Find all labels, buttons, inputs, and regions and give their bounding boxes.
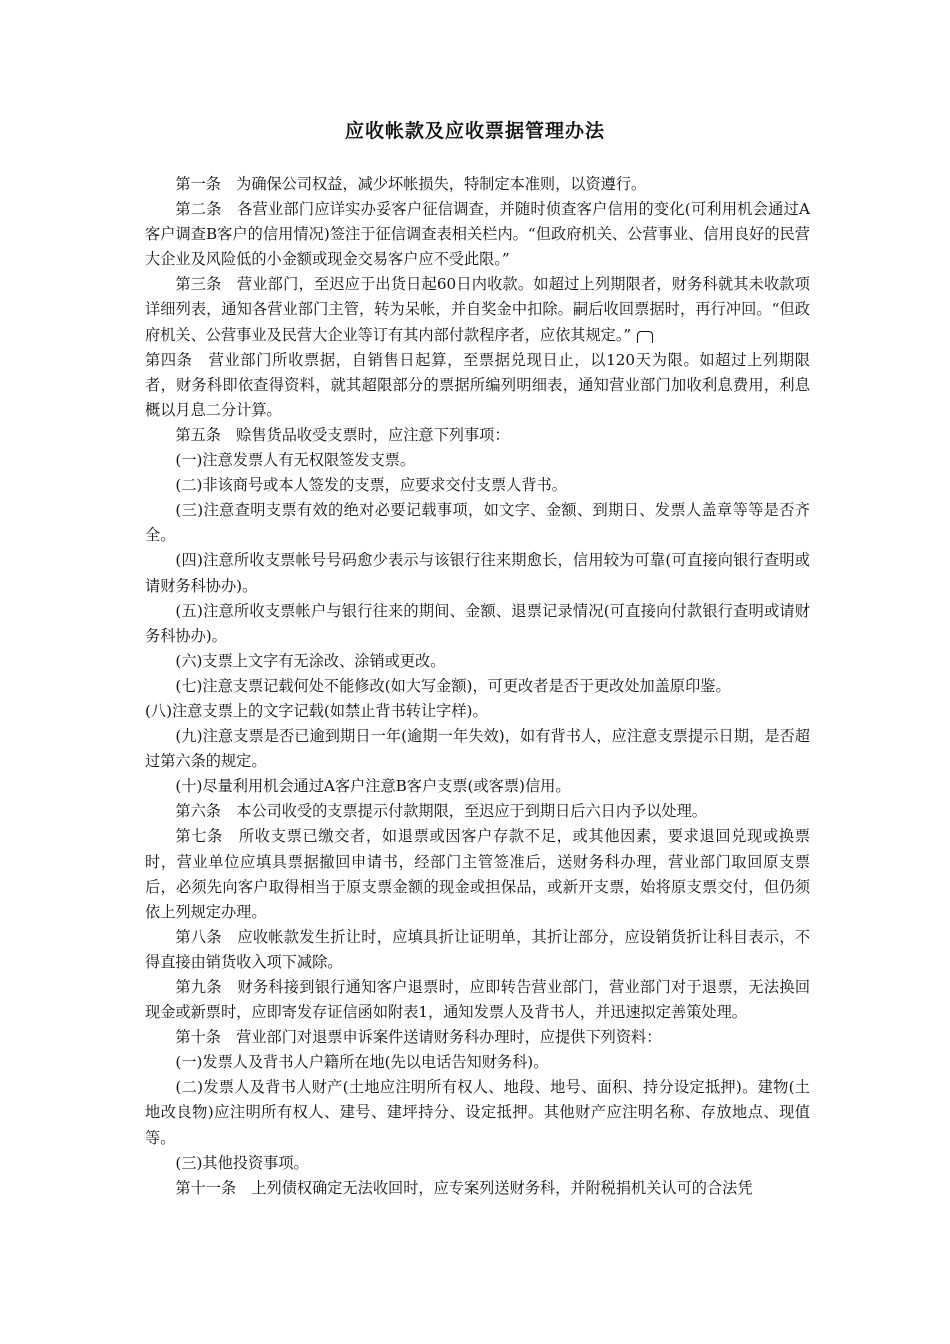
paragraph-text: 第九条 财务科接到银行通知客户退票时，应即转告营业部门，营业部门对于退票，无法换回现金或新票时，应即寄发存证信函如附表1，通知发票人及背书人，并迅速拟定善策处理。 xyxy=(145,978,810,1022)
document-body xyxy=(145,172,810,1201)
paragraph-text: (六)支票上文字有无涂改、涂销或更改。 xyxy=(175,651,446,670)
paragraph-text: (四)注意所收支票帐号号码愈少表示与该银行往来期愈长，信用较为可靠(可直接向银行查明或请财务科协办)。 xyxy=(145,551,810,595)
paragraph-text: (三)注意查明支票有效的绝对必要记载事项，如文字、金额、到期日、发票人盖章等等是否齐全。 xyxy=(145,501,810,545)
paragraph xyxy=(145,172,810,197)
paragraph xyxy=(145,674,810,699)
paragraph-text: 第六条 本公司收受的支票提示付款期限，至迟应于到期日后六日内予以处理。 xyxy=(175,802,707,821)
paragraph-text: 第七条 所收支票已缴交者，如退票或因客户存款不足，或其他因素，要求退回兑现或换票时，营业单位应填具票据撤回申请书，经部门主管签准后，送财务科办理，营业部门取回原支票后，必须先向客户取得相当于原支票金额的现金或担保品，或新开支票，始将原支票交付，但仍须依上列规定办理。 xyxy=(145,827,810,921)
paragraph-text: (二)发票人及背书人财产(土地应注明所有权人、地段、地号、面积、持分设定抵押)。建物(土地改良物)应注明所有权人、建号、建坪持分、设定抵押。其他财产应注明名称、存放地点、现值等。 xyxy=(145,1078,810,1147)
paragraph-text: 第一条 为确保公司权益，减少坏帐损失，特制定本准则，以资遵行。 xyxy=(175,175,647,193)
paragraph xyxy=(145,197,810,272)
paragraph-text: (三)其他投资事项。 xyxy=(175,1153,309,1172)
paragraph xyxy=(145,448,810,473)
paragraph-text: (八)注意支票上的文字记载(如禁止背书转让字样)。 xyxy=(145,701,488,720)
paragraph xyxy=(145,925,810,975)
paragraph-text: 第三条 营业部门，至迟应于出货日起60日内收款。如超过上列期限者，财务科就其未收款项详细列表，通知各营业部门主管，转为呆帐，并自奖金中扣除。嗣后收回票据时，再行冲回。“但政府机关、公营事业及民营大企业等订有其内部付款程序者，应依其规定。” xyxy=(145,275,810,344)
paragraph xyxy=(145,799,810,824)
paragraph-text: (九)注意支票是否已逾到期日一年(逾期一年失效)，如有背书人，应注意支票提示日期，是否超过第六条的规定。 xyxy=(145,727,810,771)
paragraph-text: 第十一条 上列债权确定无法收回时，应专案列送财务科，并附税捐机关认可的合法凭 xyxy=(175,1178,753,1197)
paragraph xyxy=(145,975,810,1025)
paragraph xyxy=(145,1075,810,1150)
paragraph xyxy=(145,272,810,347)
paragraph xyxy=(145,423,810,448)
paragraph-text: 第五条 赊售货品收受支票时，应注意下列事项： xyxy=(175,425,510,444)
paragraph-text: 第十条 营业部门对退票申诉案件送请财务科办理时，应提供下列资料： xyxy=(175,1028,662,1047)
paragraph-text: (二)非该商号或本人签发的支票，应要求交付支票人背书。 xyxy=(175,476,567,495)
paragraph-text: 第四条 营业部门所收票据，自销售日起算，至票据兑现日止，以120天为限。如超过上列期限者，财务科即依查得资料，就其超限部分的票据所编列明细表，通知营业部门加收利息费用，利息概以月息二分计算。 xyxy=(145,350,810,419)
paragraph xyxy=(145,1151,810,1176)
document-title: 应收帐款及应收票据管理办法 xyxy=(344,120,605,142)
paragraph xyxy=(145,548,810,598)
paragraph-text: (一)发票人及背书人户籍所在地(先以电话告知财务科)。 xyxy=(175,1053,549,1072)
paragraph-text: (十)尽量利用机会通过A客户注意B客户支票(或客票)信用。 xyxy=(175,777,571,796)
paragraph xyxy=(145,498,810,548)
paragraph xyxy=(145,1176,810,1201)
paragraph xyxy=(145,599,810,649)
paragraph xyxy=(145,824,810,924)
paragraph xyxy=(145,699,810,724)
paragraph xyxy=(145,724,810,774)
paragraph-text: 第八条 应收帐款发生折让时，应填具折让证明单，其折让部分，应设销货折让科目表示，不得直接由销货收入项下减除。 xyxy=(145,927,810,971)
paragraph xyxy=(145,1050,810,1075)
paragraph-text: (一)注意发票人有无权限签发支票。 xyxy=(175,451,416,470)
paragraph xyxy=(145,774,810,799)
editor-mark-icon xyxy=(637,331,653,343)
paragraph-text: (五)注意所收支票帐户与银行往来的期间、金额、退票记录情况(可直接向付款银行查明或请财务科协办)。 xyxy=(145,601,810,645)
paragraph-text: 第二条 各营业部门应详实办妥客户征信调查，并随时侦查客户信用的变化(可利用机会通过A客户调查B客户的信用情况)签注于征信调查表相关栏内。“但政府机关、公营事业、信用良好的民营大企业及风险低的小金额或现金交易客户应不受此限。” xyxy=(145,200,810,269)
paragraph-text: (七)注意支票记载何处不能修改(如大写金额)，可更改者是否于更改处加盖原印鉴。 xyxy=(175,676,731,695)
paragraph xyxy=(145,348,810,423)
paragraph xyxy=(145,473,810,498)
paragraph xyxy=(145,1025,810,1050)
paragraph xyxy=(145,649,810,674)
